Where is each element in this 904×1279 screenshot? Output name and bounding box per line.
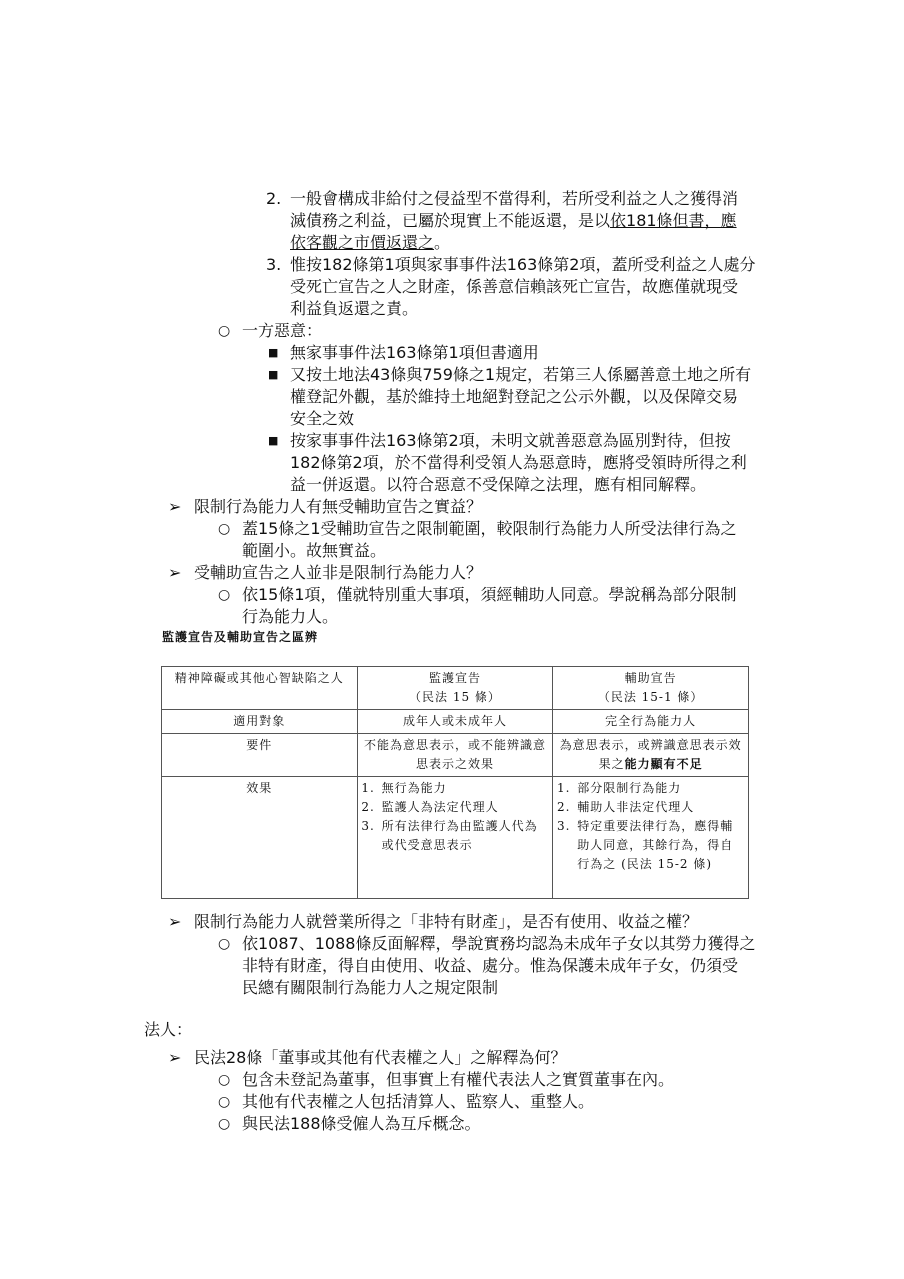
item-2-line-3: 依客觀之市價返還之。 (290, 233, 451, 252)
juristic-answer-2: 其他有代表權之人包括清算人、監察人、重整人。 (242, 1092, 595, 1111)
header-cell-guardianship: 監護宣告 （民法 15 條） (357, 667, 553, 710)
answer-3-line-1: 依1087、1088條反面解釋，學說實務均認為未成年子女以其勞力獲得之 (242, 934, 756, 953)
square-bullet-icon: ■ (268, 346, 279, 359)
cell-requirements-assistance: 為意思表示，或辨識意思表示效果之能力顯有不足 (553, 734, 749, 777)
malice-point-3-line-2: 182條第2項，於不當得利受領人為惡意時，應將受領時所得之利 (290, 453, 747, 472)
list-item: 3. 特定重要法律行為，應得輔助人同意，其餘行為，得自行為之 (民法 15-2 條) (575, 817, 744, 874)
list-item: 1. 部分限制行為能力 (575, 779, 744, 798)
malice-point-2-line-3: 安全之效 (290, 409, 355, 428)
cell-effects-assistance (553, 777, 749, 899)
circle-bullet-icon: ○ (218, 521, 231, 537)
cell-applicable-assistance: 完全行為能力人 (553, 710, 749, 734)
answer-2-line-2: 行為能力人。 (242, 607, 339, 626)
circle-bullet-icon: ○ (218, 323, 231, 339)
comparison-table (161, 666, 749, 899)
circle-bullet-icon: ○ (218, 587, 231, 603)
list-item: 2. 監護人為法定代理人 (380, 798, 549, 817)
malice-point-2-line-1: 又按土地法43條與759條之1規定，若第三人係屬善意土地之所有 (290, 365, 752, 384)
square-bullet-icon: ■ (268, 434, 279, 447)
circle-bullet-icon: ○ (218, 1116, 231, 1132)
table-header-row (162, 667, 749, 710)
list-item: 1. 無行為能力 (380, 779, 549, 798)
item-2-number: 2. (266, 189, 282, 208)
arrow-bullet-icon: ➢ (168, 563, 182, 582)
juristic-answer-1: 包含未登記為董事，但事實上有權代表法人之實質董事在內。 (242, 1070, 675, 1089)
header-cell-subject: 精神障礙或其他心智缺陷之人 (162, 667, 358, 710)
arrow-bullet-icon: ➢ (168, 912, 182, 931)
malice-point-3-line-1: 按家事事件法163條第2項，未明文就善惡意為區別對待，但按 (290, 431, 731, 450)
table-caption: 監護宣告及輔助宣告之區辨 (162, 630, 319, 644)
answer-1-line-1: 蓋15條之1受輔助宣告之限制範圍，較限制行為能力人所受法律行為之 (242, 519, 737, 538)
row-label-requirements: 要件 (162, 734, 358, 777)
table-row (162, 734, 749, 777)
juristic-question: 民法28條「董事或其他有代表權之人」之解釋為何？ (194, 1048, 567, 1067)
item-2-line-1: 一般會構成非給付之侵益型不當得利，若所受利益之人之獲得消 (290, 189, 739, 208)
cell-effects-guardianship (357, 777, 553, 899)
item-2-line-2: 滅債務之利益，已屬於現實上不能返還，是以依181條但書，應 (290, 211, 737, 230)
item-3-line-1: 惟按182條第1項與家事事件法163條第2項，蓋所受利益之人處分 (290, 255, 756, 274)
underlined-text: 依客觀之市價返還之 (290, 233, 435, 252)
item-3-line-2: 受死亡宣告之人之財產，係善意信賴該死亡宣告，故應僅就現受 (290, 277, 739, 296)
malice-point-2-line-2: 權登記外觀，基於維持土地絕對登記之公示外觀，以及保障交易 (290, 387, 739, 406)
item-3-number: 3. (266, 255, 282, 274)
list-item: 2. 輔助人非法定代理人 (575, 798, 744, 817)
header-cell-assistance: 輔助宣告 （民法 15-1 條） (553, 667, 749, 710)
malice-point-1: 無家事事件法163條第1項但書適用 (290, 343, 539, 362)
question-1: 限制行為能力人有無受輔助宣告之實益？ (194, 497, 483, 516)
bold-text: 能力顯有不足 (624, 757, 703, 771)
question-2: 受輔助宣告之人並非是限制行為能力人？ (194, 563, 483, 582)
circle-bullet-icon: ○ (218, 936, 231, 952)
item-3-line-3: 利益負返還之責。 (290, 299, 419, 318)
list-item: 3. 所有法律行為由監護人代為或代受意思表示 (380, 817, 549, 855)
arrow-bullet-icon: ➢ (168, 497, 182, 516)
answer-3-line-2: 非特有財產，得自由使用、收益、處分。惟為保護未成年子女，仍須受 (242, 956, 739, 975)
table-row (162, 710, 749, 734)
underlined-text: 依181條但書，應 (610, 211, 737, 230)
row-label-applicable: 適用對象 (162, 710, 358, 734)
circle-bullet-icon: ○ (218, 1072, 231, 1088)
cell-applicable-guardianship: 成年人或未成年人 (357, 710, 553, 734)
square-bullet-icon: ■ (268, 368, 279, 381)
arrow-bullet-icon: ➢ (168, 1048, 182, 1067)
answer-1-line-2: 範圍小。故無實益。 (242, 541, 387, 560)
question-3: 限制行為能力人就營業所得之「非特有財產」，是否有使用、收益之權？ (194, 912, 699, 931)
table-row (162, 777, 749, 899)
row-label-effects: 效果 (162, 777, 358, 899)
circle-bullet-icon: ○ (218, 1094, 231, 1110)
malice-point-3-line-3: 益一併返還。以符合惡意不受保障之法理，應有相同解釋。 (290, 475, 707, 494)
answer-2-line-1: 依15條1項，僅就特別重大事項，須經輔助人同意。學說稱為部分限制 (242, 585, 737, 604)
cell-requirements-guardianship: 不能為意思表示，或不能辨識意思表示之效果 (357, 734, 553, 777)
juristic-answer-3: 與民法188條受僱人為互斥概念。 (242, 1114, 481, 1133)
juristic-heading: 法人： (144, 1020, 193, 1039)
malice-heading: 一方惡意： (242, 321, 323, 340)
answer-3-line-3: 民總有關限制行為能力人之規定限制 (242, 978, 499, 997)
